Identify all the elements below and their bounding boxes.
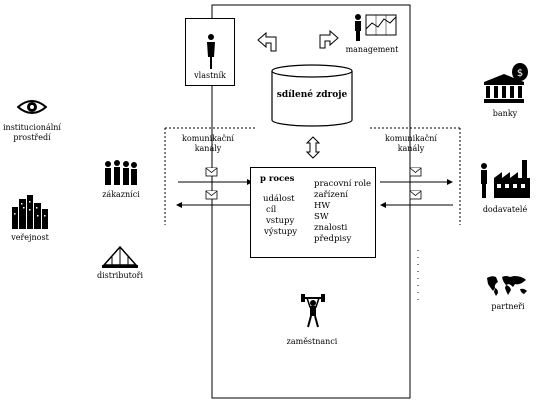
partners-label: partneři (491, 302, 525, 311)
bank-icon (482, 62, 532, 104)
weightlifter-icon (300, 290, 326, 328)
arrow-in-right (380, 202, 386, 208)
customers-icon (103, 160, 139, 186)
process-item-hw: HW (314, 201, 331, 211)
left-channels-line2: kanály (194, 144, 222, 153)
process-item-outputs: výstupy (264, 227, 298, 237)
process-item-event: událost (263, 194, 295, 204)
city-icon (10, 193, 50, 229)
hollow-arrow-icon (258, 31, 338, 51)
right-channels-line1: komunikační (385, 134, 437, 143)
process-item-goal: cíl (266, 205, 277, 215)
arrow-out-left (176, 202, 182, 208)
double-arrow-icon (307, 137, 319, 158)
right-channels-label (381, 134, 441, 154)
shared-resources-label: sdílené zdroje (276, 90, 348, 100)
customers-label: zákazníci (102, 190, 140, 199)
process-box (250, 167, 376, 258)
management-icon (352, 13, 398, 43)
institutional-line1: institucionální (2, 123, 61, 132)
owner-box (185, 18, 235, 86)
left-channels-line1: komunikační (182, 134, 234, 143)
employees-label: zaměstnanci (286, 337, 338, 346)
management-label: management (345, 45, 399, 54)
process-item-inputs: vstupy (266, 216, 295, 226)
left-channels-label (178, 134, 238, 154)
distributors-label: distributoři (96, 271, 144, 280)
process-title: p roces (260, 174, 295, 184)
institutional-label (0, 123, 64, 143)
banks-label: banky (492, 109, 518, 118)
process-item-roles: pracovní role (314, 179, 372, 189)
suppliers-label: dodavatelé (482, 205, 528, 214)
right-channels-line2: kanály (397, 144, 425, 153)
world-map-icon (484, 273, 530, 297)
public-label: veřejnost (11, 233, 49, 242)
institutional-line2: prostředí (13, 133, 51, 142)
arrow-out-right (447, 179, 453, 185)
svg-text:$: $ (516, 68, 524, 79)
process-item-knowledge: znalosti (314, 223, 348, 233)
distribution-icon (100, 245, 140, 269)
process-item-equipment: zařízení (314, 190, 349, 200)
process-item-sw: SW (314, 212, 329, 222)
process-item-regulations: předpisy (314, 234, 352, 244)
person-icon (204, 33, 218, 71)
owner-label: vlastník (194, 71, 226, 80)
supplier-factory-icon (478, 158, 532, 200)
eye-icon (17, 97, 47, 117)
